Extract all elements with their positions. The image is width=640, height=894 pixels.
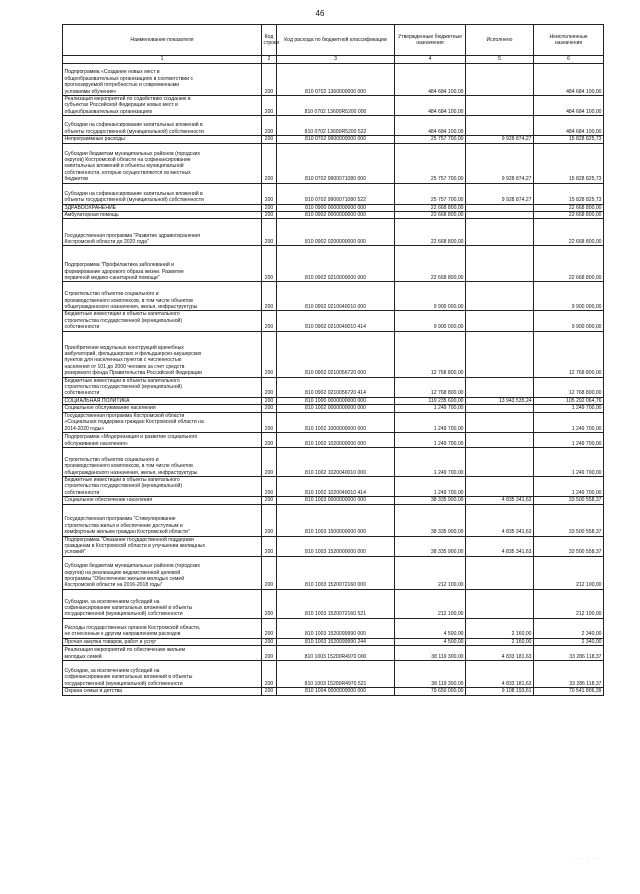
row-indicator-name: Реализация мероприятий по обеспечению жильем молодых семей xyxy=(63,646,262,661)
row-budget-code: 810 0702 9900000000 000 xyxy=(277,136,395,143)
row-approved-amount: 12 768 800,00 xyxy=(395,377,466,397)
row-executed-amount xyxy=(466,96,534,116)
row-indicator-name: Расходы государственных органов Костромской области, не отнесенные к другим направлениям расходов xyxy=(63,618,262,638)
row-line-code: 200 xyxy=(262,331,277,377)
margin-scribble: · · · · · · xyxy=(572,856,600,862)
row-budget-code: 810 0902 0000000000 000 xyxy=(277,212,395,219)
row-unexecuted-amount: 9 900 000,00 xyxy=(534,282,604,311)
row-executed-amount: 9 928 874,27 xyxy=(466,136,534,143)
column-number: 3 xyxy=(277,56,395,64)
table-row xyxy=(63,661,604,688)
table-row xyxy=(63,116,604,136)
row-indicator-name: Подпрограмма «Создание новых мест в общеобразовательных организациях в соответствии с прогнозируемой потребностью и современными условиями обучения» xyxy=(63,64,262,96)
row-approved-amount: 38 335 900,00 xyxy=(395,497,466,504)
row-unexecuted-amount: 1 249 700,00 xyxy=(534,476,604,496)
row-executed-amount: 2 160,00 xyxy=(466,638,534,645)
row-approved-amount: 212 100,00 xyxy=(395,556,466,589)
row-budget-code: 810 0702 13600R5200 000 xyxy=(277,96,395,116)
row-indicator-name: Субсидии, за исключением субсидий на софинансирование капитальных вложений в объекты государственной (муниципальной) собственности xyxy=(63,589,262,618)
row-approved-amount: 79 650 000,00 xyxy=(395,688,466,695)
row-unexecuted-amount: 33 286 118,37 xyxy=(534,661,604,688)
row-unexecuted-amount: 33 286 118,37 xyxy=(534,646,604,661)
row-executed-amount xyxy=(466,447,534,476)
row-line-code: 200 xyxy=(262,618,277,638)
row-line-code: 200 xyxy=(262,136,277,143)
row-line-code: 200 xyxy=(262,556,277,589)
row-unexecuted-amount: 22 668 800,00 xyxy=(534,219,604,246)
row-budget-code: 810 0902 0210040010 000 xyxy=(277,282,395,311)
row-budget-code: 810 1003 1520072160 000 xyxy=(277,556,395,589)
table-row xyxy=(63,638,604,645)
row-indicator-name: Субсидии, за исключением субсидий на софинансирование капитальных вложений в объекты государственной (муниципальной) собственности xyxy=(63,661,262,688)
table-row xyxy=(63,143,604,183)
row-unexecuted-amount: 1 249 700,00 xyxy=(534,405,604,412)
row-executed-amount xyxy=(466,377,534,397)
row-executed-amount xyxy=(466,432,534,447)
row-budget-code: 810 1003 1520099990 000 xyxy=(277,618,395,638)
row-unexecuted-amount: 22 668 800,00 xyxy=(534,204,604,211)
row-approved-amount: 484 684 100,00 xyxy=(395,96,466,116)
row-indicator-name: Амбулаторная помощь xyxy=(63,212,262,219)
row-unexecuted-amount: 15 828 825,73 xyxy=(534,136,604,143)
row-unexecuted-amount: 15 828 825,73 xyxy=(534,183,604,204)
row-indicator-name: Бюджетные инвестиции в объекты капитального строительства государственной (муниципальной) собственности xyxy=(63,377,262,397)
row-executed-amount xyxy=(466,116,534,136)
row-line-code: 200 xyxy=(262,536,277,556)
row-executed-amount: 4 835 341,63 xyxy=(466,504,534,536)
table-row xyxy=(63,246,604,282)
row-approved-amount: 1 249 700,00 xyxy=(395,405,466,412)
row-line-code: 200 xyxy=(262,397,277,404)
row-unexecuted-amount: 33 500 558,37 xyxy=(534,504,604,536)
row-budget-code: 810 1003 15200R4970 000 xyxy=(277,646,395,661)
row-executed-amount: 9 108 193,61 xyxy=(466,688,534,695)
row-indicator-name: Непрограммные расходы xyxy=(63,136,262,143)
table-row xyxy=(63,64,604,96)
row-budget-code: 810 0902 0210040010 414 xyxy=(277,311,395,331)
row-budget-code: 810 0902 0200000000 000 xyxy=(277,219,395,246)
row-unexecuted-amount: 33 500 558,37 xyxy=(534,497,604,504)
row-budget-code: 810 1003 1500000000 000 xyxy=(277,504,395,536)
row-indicator-name: ЗДРАВООХРАНЕНИЕ xyxy=(63,204,262,211)
row-executed-amount: 13 943 535,24 xyxy=(466,397,534,404)
row-unexecuted-amount: 12 768 800,00 xyxy=(534,377,604,397)
row-executed-amount xyxy=(466,64,534,96)
row-executed-amount: 9 928 874,27 xyxy=(466,183,534,204)
row-executed-amount: 4 833 181,63 xyxy=(466,661,534,688)
row-line-code: 200 xyxy=(262,638,277,645)
row-line-code: 200 xyxy=(262,661,277,688)
row-line-code: 200 xyxy=(262,212,277,219)
table-row xyxy=(63,432,604,447)
row-line-code: 200 xyxy=(262,646,277,661)
row-budget-code: 810 1004 0000000000 000 xyxy=(277,688,395,695)
column-number: 5 xyxy=(466,56,534,64)
row-unexecuted-amount: 105 292 064,76 xyxy=(534,397,604,404)
table-row xyxy=(63,412,604,432)
row-approved-amount: 38 335 900,00 xyxy=(395,504,466,536)
row-executed-amount xyxy=(466,204,534,211)
row-unexecuted-amount: 484 684 100,00 xyxy=(534,116,604,136)
row-indicator-name: Подпрограмма "Профилактика заболеваний и формирование здорового образа жизни. Развитие первичной медико-санитарной помощи" xyxy=(63,246,262,282)
row-approved-amount: 9 900 000,00 xyxy=(395,282,466,311)
row-line-code: 200 xyxy=(262,405,277,412)
row-indicator-name: Бюджетные инвестиции в объекты капитального строительства государственной (муниципальной) собственности xyxy=(63,311,262,331)
row-approved-amount: 1 249 700,00 xyxy=(395,432,466,447)
row-executed-amount xyxy=(466,219,534,246)
table-row xyxy=(63,504,604,536)
table-row xyxy=(63,447,604,476)
row-unexecuted-amount: 1 249 700,00 xyxy=(534,447,604,476)
row-indicator-name: Государственная программа "Стимулирование строительства жилья и обеспечение доступным и комфортным жильем граждан Костромской области" xyxy=(63,504,262,536)
row-budget-code: 810 0702 9900071080 000 xyxy=(277,143,395,183)
row-budget-code: 810 1002 1020040010 414 xyxy=(277,476,395,496)
table-row xyxy=(63,377,604,397)
row-unexecuted-amount: 2 340,00 xyxy=(534,638,604,645)
header-approved: Утвержденные бюджетные назначения xyxy=(395,25,466,56)
row-unexecuted-amount: 212 100,00 xyxy=(534,589,604,618)
row-indicator-name: Государственная программа "Развитие здравоохранения Костромской области до 2020 года" xyxy=(63,219,262,246)
table-row xyxy=(63,204,604,211)
row-indicator-name: Субсидии на софинансирование капитальных вложений в объекты государственной (муниципальной) собственности xyxy=(63,183,262,204)
row-unexecuted-amount: 12 768 800,00 xyxy=(534,331,604,377)
row-executed-amount xyxy=(466,476,534,496)
table-row xyxy=(63,311,604,331)
row-approved-amount: 38 119 300,00 xyxy=(395,646,466,661)
header-executed: Исполнено xyxy=(466,25,534,56)
row-executed-amount xyxy=(466,212,534,219)
row-approved-amount: 1 249 700,00 xyxy=(395,412,466,432)
header-indicator-name: Наименование показателя xyxy=(63,25,262,56)
table-row xyxy=(63,212,604,219)
row-indicator-name: Социальное обслуживание населения xyxy=(63,405,262,412)
column-number: 2 xyxy=(262,56,277,64)
table-row xyxy=(63,136,604,143)
table-row xyxy=(63,331,604,377)
row-indicator-name: Государственная программа Костромской области «Социальная поддержка граждан Костромской области на 2014-2020 годы» xyxy=(63,412,262,432)
row-line-code: 200 xyxy=(262,412,277,432)
table-row xyxy=(63,618,604,638)
row-executed-amount: 4 833 181,63 xyxy=(466,646,534,661)
row-unexecuted-amount: 33 500 558,37 xyxy=(534,536,604,556)
row-line-code: 200 xyxy=(262,96,277,116)
row-budget-code: 810 1003 15200R4970 521 xyxy=(277,661,395,688)
row-line-code: 200 xyxy=(262,282,277,311)
row-budget-code: 810 1002 1000000000 000 xyxy=(277,412,395,432)
table-row xyxy=(63,646,604,661)
row-approved-amount: 38 119 300,00 xyxy=(395,661,466,688)
row-indicator-name: Субсидии на софинансирование капитальных вложений в объекты государственной (муниципальной) собственности xyxy=(63,116,262,136)
row-budget-code: 810 0702 9900071080 522 xyxy=(277,183,395,204)
row-approved-amount: 484 684 100,00 xyxy=(395,64,466,96)
table-row xyxy=(63,96,604,116)
row-approved-amount: 1 249 700,00 xyxy=(395,447,466,476)
row-executed-amount xyxy=(466,311,534,331)
row-indicator-name: Подпрограмма «Модернизация и развитие социального обслуживания населения» xyxy=(63,432,262,447)
table-row xyxy=(63,688,604,695)
table-row xyxy=(63,219,604,246)
table-row xyxy=(63,397,604,404)
row-indicator-name: Строительство объектов социального и производственного комплексов, в том числе объектов общегражданского назначения, жилья, инфраструктуры xyxy=(63,282,262,311)
row-line-code: 200 xyxy=(262,504,277,536)
row-line-code: 200 xyxy=(262,246,277,282)
row-indicator-name: Субсидии бюджетам муниципальных районов (городских округов) Костромской области на софинансирование капитальных вложений в объекты муниципальной собственности, которые осуществляются из местных бюджетов xyxy=(63,143,262,183)
row-approved-amount: 38 335 900,00 xyxy=(395,536,466,556)
row-unexecuted-amount: 2 340,00 xyxy=(534,618,604,638)
row-line-code: 200 xyxy=(262,219,277,246)
row-line-code: 200 xyxy=(262,497,277,504)
row-budget-code: 810 0902 0210000000 000 xyxy=(277,246,395,282)
row-approved-amount: 22 668 800,00 xyxy=(395,212,466,219)
row-line-code: 200 xyxy=(262,476,277,496)
row-indicator-name: Охрана семьи и детства xyxy=(63,688,262,695)
row-indicator-name: Реализация мероприятий по содействию созданию в субъектах Российской Федерации новых мест в общеобразовательных организациях xyxy=(63,96,262,116)
row-executed-amount xyxy=(466,282,534,311)
row-approved-amount: 12 768 800,00 xyxy=(395,331,466,377)
row-approved-amount: 1 249 700,00 xyxy=(395,476,466,496)
row-line-code: 200 xyxy=(262,688,277,695)
row-line-code: 200 xyxy=(262,311,277,331)
row-executed-amount xyxy=(466,556,534,589)
row-budget-code: 810 1002 1020040010 000 xyxy=(277,447,395,476)
row-indicator-name: Подпрограмма "Оказание государственной поддержки гражданам в Костромской области в улучшении жилищных условий" xyxy=(63,536,262,556)
row-budget-code: 810 0702 1360000000 000 xyxy=(277,64,395,96)
row-indicator-name: Строительство объектов социального и производственного комплексов, в том числе объектов общегражданского назначения, жилья, инфраструктуры xyxy=(63,447,262,476)
row-approved-amount: 25 757 700,00 xyxy=(395,143,466,183)
row-executed-amount xyxy=(466,331,534,377)
row-line-code: 200 xyxy=(262,589,277,618)
row-indicator-name: Бюджетные инвестиции в объекты капитального строительства государственной (муниципальной) собственности xyxy=(63,476,262,496)
row-approved-amount: 25 757 700,00 xyxy=(395,136,466,143)
row-indicator-name: СОЦИАЛЬНАЯ ПОЛИТИКА xyxy=(63,397,262,404)
row-approved-amount: 9 900 000,00 xyxy=(395,311,466,331)
row-unexecuted-amount: 15 828 825,73 xyxy=(534,143,604,183)
row-budget-code: 810 1002 0000000000 000 xyxy=(277,405,395,412)
row-approved-amount: 212 100,00 xyxy=(395,589,466,618)
table-body xyxy=(63,64,604,696)
row-unexecuted-amount: 70 541 806,39 xyxy=(534,688,604,695)
column-number-row xyxy=(63,56,604,64)
row-budget-code: 810 1003 1520099990 244 xyxy=(277,638,395,645)
row-approved-amount: 484 684 100,00 xyxy=(395,116,466,136)
row-line-code: 200 xyxy=(262,447,277,476)
row-line-code: 200 xyxy=(262,143,277,183)
column-number: 1 xyxy=(63,56,262,64)
table-row xyxy=(63,589,604,618)
row-budget-code: 810 1003 1520000000 000 xyxy=(277,536,395,556)
row-budget-code: 810 0702 13600R5200 522 xyxy=(277,116,395,136)
row-unexecuted-amount: 484 684 100,00 xyxy=(534,96,604,116)
row-approved-amount: 22 668 800,00 xyxy=(395,246,466,282)
row-unexecuted-amount: 212 100,00 xyxy=(534,556,604,589)
row-approved-amount: 25 757 700,00 xyxy=(395,183,466,204)
row-executed-amount xyxy=(466,246,534,282)
table-row xyxy=(63,405,604,412)
table-row xyxy=(63,556,604,589)
row-executed-amount: 9 928 874,27 xyxy=(466,143,534,183)
budget-execution-table xyxy=(62,24,604,696)
page-number: 46 xyxy=(315,9,325,18)
row-approved-amount: 119 235 600,00 xyxy=(395,397,466,404)
row-indicator-name: Социальное обеспечение населения xyxy=(63,497,262,504)
row-line-code: 200 xyxy=(262,64,277,96)
row-unexecuted-amount: 22 668 800,00 xyxy=(534,212,604,219)
row-line-code: 200 xyxy=(262,204,277,211)
row-indicator-name: Прочая закупка товаров, работ и услуг xyxy=(63,638,262,645)
row-unexecuted-amount: 484 684 100,00 xyxy=(534,64,604,96)
table-row xyxy=(63,282,604,311)
row-budget-code: 810 0900 0000000000 000 xyxy=(277,204,395,211)
row-budget-code: 810 0902 0210056720 000 xyxy=(277,331,395,377)
row-line-code: 200 xyxy=(262,116,277,136)
row-executed-amount: 4 835 341,63 xyxy=(466,536,534,556)
table-row xyxy=(63,497,604,504)
header-budget-code: Код расхода по бюджетной классификации xyxy=(277,25,395,56)
table-header-row xyxy=(63,25,604,56)
row-unexecuted-amount: 1 249 700,00 xyxy=(534,432,604,447)
header-line-code: Код строки xyxy=(262,25,277,56)
table-row xyxy=(63,476,604,496)
table-row xyxy=(63,536,604,556)
row-approved-amount: 22 668 800,00 xyxy=(395,219,466,246)
row-executed-amount: 4 835 341,63 xyxy=(466,497,534,504)
row-unexecuted-amount: 9 900 000,00 xyxy=(534,311,604,331)
column-number: 6 xyxy=(534,56,604,64)
row-executed-amount xyxy=(466,405,534,412)
row-approved-amount: 22 668 800,00 xyxy=(395,204,466,211)
row-budget-code: 810 1000 0000000000 000 xyxy=(277,397,395,404)
row-budget-code: 810 0902 0210056720 414 xyxy=(277,377,395,397)
row-executed-amount xyxy=(466,589,534,618)
column-number: 4 xyxy=(395,56,466,64)
row-line-code: 200 xyxy=(262,183,277,204)
row-indicator-name: Субсидии бюджетам муниципальных районов (городских округов) на реализацию ведомственной целевой программы "Обеспечение жильем молодых семей Костромской области на 2016-2018 годы" xyxy=(63,556,262,589)
header-unexecuted: Неисполненные назначения xyxy=(534,25,604,56)
row-executed-amount: 2 160,00 xyxy=(466,618,534,638)
row-budget-code: 810 1003 0000000000 000 xyxy=(277,497,395,504)
row-budget-code: 810 1002 1020000000 000 xyxy=(277,432,395,447)
row-line-code: 200 xyxy=(262,432,277,447)
row-approved-amount: 4 500,00 xyxy=(395,618,466,638)
row-unexecuted-amount: 1 249 700,00 xyxy=(534,412,604,432)
row-indicator-name: Приобретение модульных конструкций врачебных амбулаторий, фельдшерских и фельдшерско-акушерских пунктов для населенных пунктов с численностью населения от 101 до 2000 человек за счет средств резервного фонда Правительства Российской Федерации xyxy=(63,331,262,377)
row-budget-code: 810 1003 1520072160 521 xyxy=(277,589,395,618)
row-approved-amount: 4 500,00 xyxy=(395,638,466,645)
table-row xyxy=(63,183,604,204)
row-line-code: 200 xyxy=(262,377,277,397)
row-unexecuted-amount: 22 668 800,00 xyxy=(534,246,604,282)
row-executed-amount xyxy=(466,412,534,432)
